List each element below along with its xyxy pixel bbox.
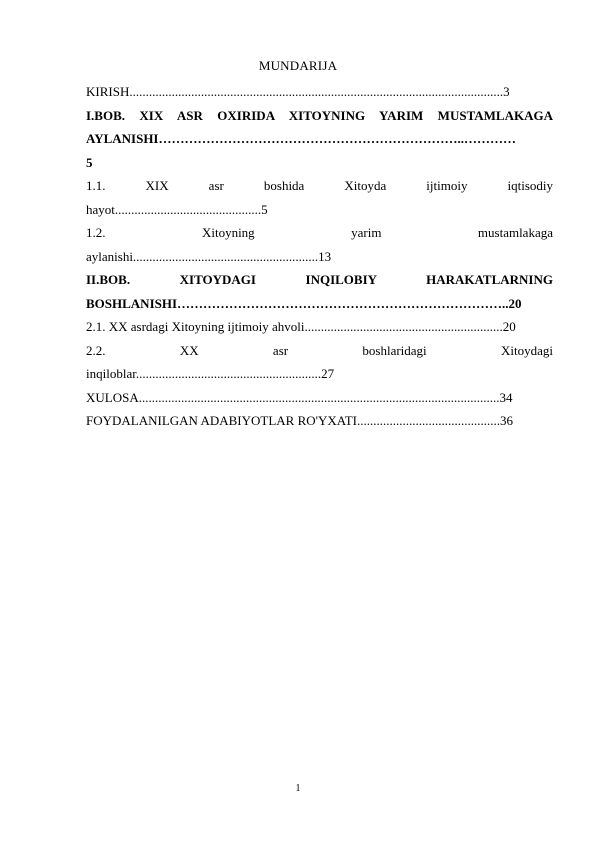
toc-entry-1-2-cont[interactable]: aylanishi.........................................................13 xyxy=(86,248,332,264)
toc-entry-kirish[interactable]: KIRISH...................................................................................................................3 xyxy=(86,84,510,99)
toc-entry-1-2[interactable]: 1.2. Xitoyning yarim mustamlakaga xyxy=(86,225,553,240)
toc-entry-adabiyotlar[interactable]: FOYDALANILGAN ADABIYOTLAR RO'YXATI............................................36 xyxy=(86,413,513,428)
toc-entry-2-2-cont[interactable]: inqiloblar.........................................................27 xyxy=(86,366,335,381)
toc-entry-1-1-cont[interactable]: hayot.............................................5 xyxy=(86,201,268,217)
table-of-contents xyxy=(86,80,553,433)
page-title: MUNDARIJA xyxy=(258,58,338,73)
toc-entry-chapter-1-cont[interactable]: AYLANISHI……………………………………………………………..………… xyxy=(86,131,516,146)
toc-entry-chapter-1-page[interactable]: 5 xyxy=(86,154,93,170)
toc-entry-chapter-1[interactable]: I.BOB. XIX ASR OXIRIDA XITOYNING YARIM MUSTAMLAKAGA xyxy=(86,107,553,123)
toc-entry-2-2[interactable]: 2.2. XX asr boshlaridagi Xitoydagi xyxy=(86,342,553,358)
toc-entry-xulosa[interactable]: XULOSA...............................................................................................................34 xyxy=(86,389,513,405)
page-number: 1 xyxy=(295,783,301,794)
toc-entry-chapter-2[interactable]: II.BOB. XITOYDAGI INQILOBIY HARAKATLARNING xyxy=(86,272,553,287)
toc-entry-1-1[interactable]: 1.1. XIX asr boshida Xitoyda ijtimoiy iqtisodiy xyxy=(86,178,553,193)
toc-entry-2-1[interactable]: 2.1. XX asrdagi Xitoyning ijtimoiy ahvoli.............................................................20 xyxy=(86,319,516,334)
toc-entry-chapter-2-cont[interactable]: BOSHLANISHI…………………………………………………………………..20 xyxy=(86,295,522,311)
